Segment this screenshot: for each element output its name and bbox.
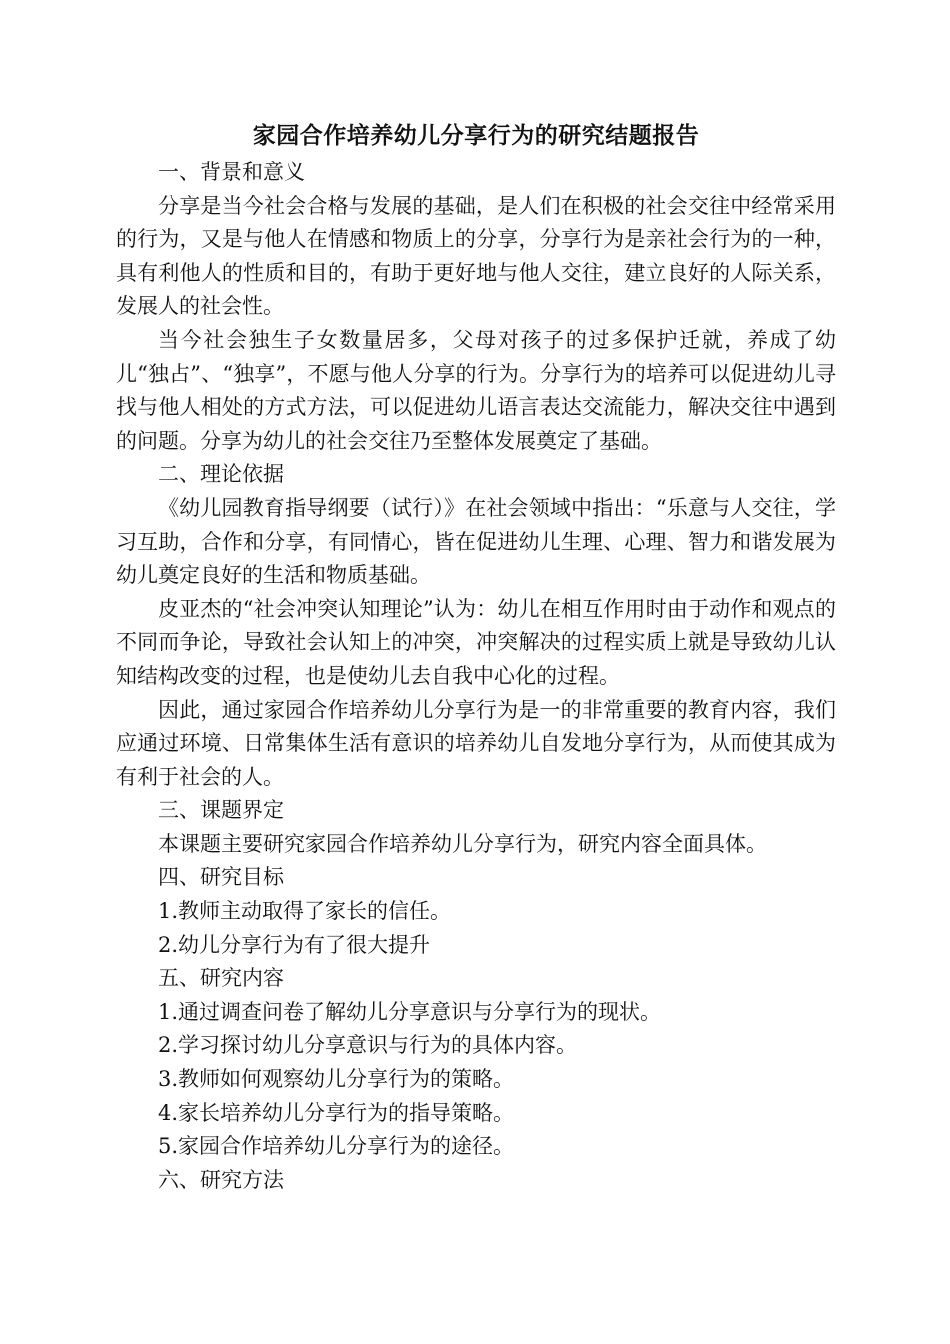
paragraph: 当今社会独生子女数量居多，父母对孩子的过多保护迁就，养成了幼儿“独占”、“独享”，不愿与他人分享的行为。分享行为的培养可以促进幼儿寻找与他人相处的方式方法，可以促进幼儿语言表达交流能力，解决交往中遇到的问题。分享为幼儿的社会交往乃至整体发展奠定了基础。 [116,327,836,453]
document-title: 家园合作培养幼儿分享行为的研究结题报告 [252,122,700,149]
paragraph: 因此，通过家园合作培养幼儿分享行为是一的非常重要的教育内容，我们应通过环境、日常集体生活有意识的培养幼儿自发地分享行为，从而使其成为有利于社会的人。 [116,697,836,789]
list-item: 1.通过调查问卷了解幼儿分享意识与分享行为的现状。 [158,999,662,1024]
list-item: 4.家长培养幼儿分享行为的指导策略。 [158,1100,515,1125]
section-heading: 四、研究目标 [158,865,284,890]
list-item: 2.学习探讨幼儿分享意识与行为的具体内容。 [158,1033,578,1058]
paragraph: 本课题主要研究家园合作培养幼儿分享行为，研究内容全面具体。 [158,831,767,856]
section-heading: 六、研究方法 [158,1167,284,1192]
section-background [116,156,836,458]
section-theory [116,458,836,794]
paragraph: 皮亚杰的“社会冲突认知理论”认为：幼儿在相互作用时由于动作和观点的不同而争论，导致社会认知上的冲突，冲突解决的过程实质上就是导致幼儿认知结构改变的过程，也是使幼儿去自我中心化的过程。 [116,596,836,688]
section-content [116,962,836,1164]
list-item: 5.家园合作培养幼儿分享行为的途径。 [158,1134,515,1159]
list-item: 2.幼儿分享行为有了很大提升 [158,932,431,957]
section-goals [116,861,836,962]
section-definition [116,794,836,861]
section-heading: 一、背景和意义 [158,160,305,184]
list-item: 3.教师如何观察幼儿分享行为的策略。 [158,1067,515,1092]
section-heading: 三、课题界定 [158,798,284,823]
list-item: 1.教师主动取得了家长的信任。 [158,899,452,924]
section-methods [116,1164,836,1198]
section-heading: 五、研究内容 [158,966,284,991]
paragraph: 分享是当今社会合格与发展的基础，是人们在积极的社会交往中经常采用的行为，又是与他人在情感和物质上的分享，分享行为是亲社会行为的一种，具有利他人的性质和目的，有助于更好地与他人交往，建立良好的人际关系，发展人的社会性。 [116,193,836,319]
document-page [116,118,836,1197]
paragraph: 《幼儿园教育指导纲要（试行）》在社会领域中指出：“乐意与人交往，学习互助，合作和分享，有同情心，皆在促进幼儿生理、心理、智力和谐发展为幼儿奠定良好的生活和物质基础。 [116,495,836,588]
section-heading: 二、理论依据 [158,462,284,487]
